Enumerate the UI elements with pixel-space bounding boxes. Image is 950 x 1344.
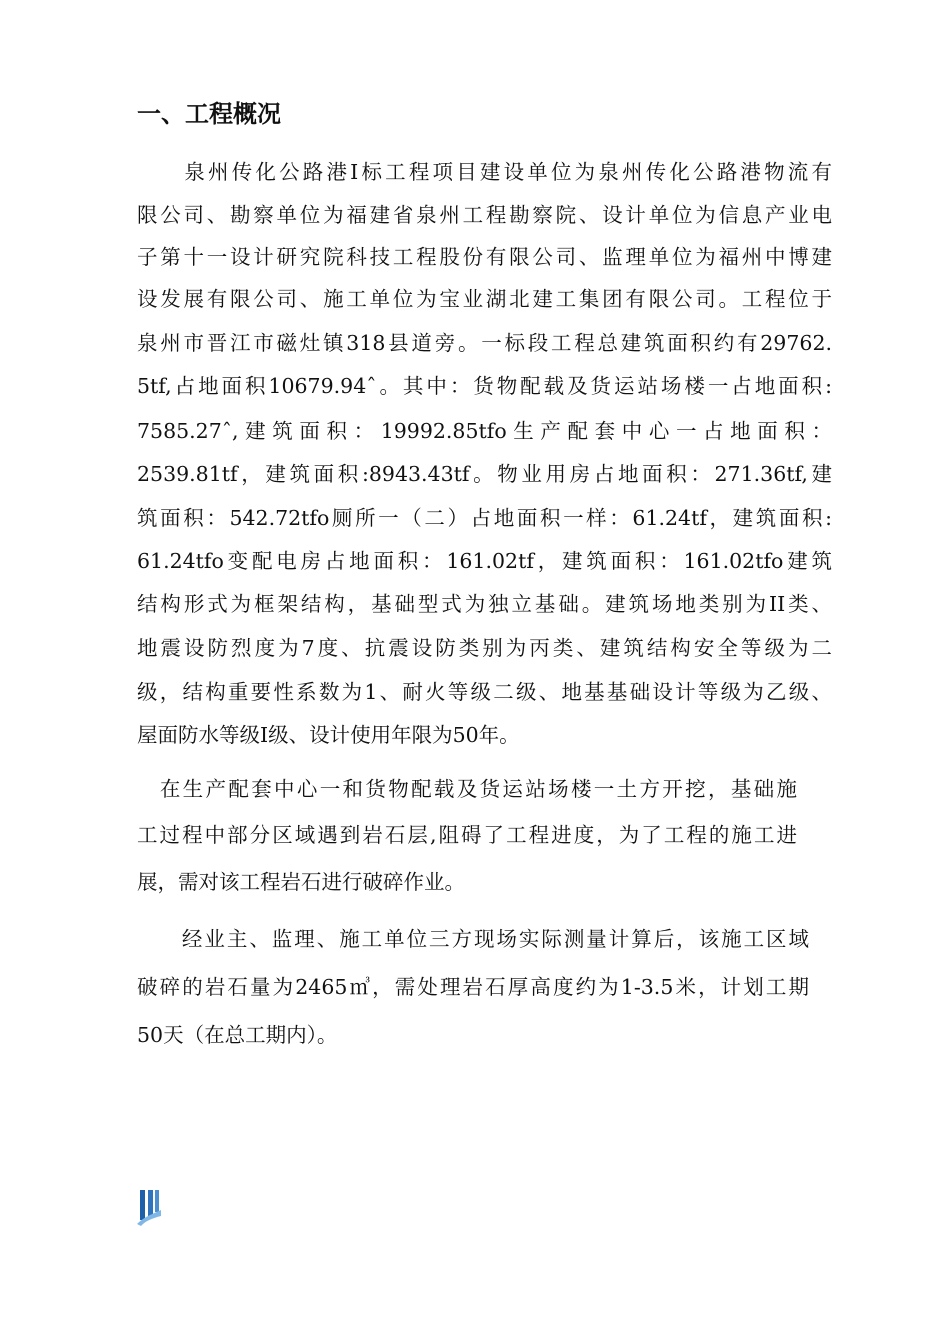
paragraph-line: 级，结构重要性系数为1、耐火等级二级、地基基础设计等级为乙级、: [137, 680, 832, 704]
paragraph-line: 设发展有限公司、施工单位为宝业湖北建工集团有限公司。工程位于: [137, 287, 832, 311]
paragraph-line: 7585.27ˆ,建筑面积：19992.85tfo生产配套中心一占地面积：: [137, 419, 832, 443]
paragraph-line: 工过程中部分区域遇到岩石层,阻碍了工程进度，为了工程的施工进: [137, 823, 797, 847]
paragraph-line: 61.24tfo变配电房占地面积：161.02tf，建筑面积：161.02tfo建筑: [137, 549, 832, 573]
paragraph-line: 2539.81tf，建筑面积:8943.43tf。物业用房占地面积：271.36tf,建: [137, 462, 832, 486]
paragraph-line: 经业主、监理、施工单位三方现场实际测量计算后，该施工区域: [137, 927, 809, 951]
paragraph-line: 地震设防烈度为7度、抗震设防类别为丙类、建筑结构安全等级为二: [137, 636, 832, 660]
company-logo-icon: [137, 1190, 161, 1226]
paragraph-line: 在生产配套中心一和货物配载及货运站场楼一土方开挖，基础施: [137, 777, 797, 801]
paragraph-line: 结构形式为框架结构，基础型式为独立基础。建筑场地类别为II类、: [137, 592, 832, 616]
paragraph-line: 筑面积：542.72tfo厕所一（二）占地面积一样：61.24tf，建筑面积:: [137, 506, 832, 530]
paragraph-line: 泉州市晋江市磁灶镇318县道旁。一标段工程总建筑面积约有29762.: [137, 331, 832, 355]
paragraph-line: 50天（在总工期内）。: [137, 1023, 338, 1047]
paragraph-line: 子第十一设计研究院科技工程股份有限公司、监理单位为福州中博建: [137, 245, 832, 269]
paragraph-line: 泉州传化公路港Ⅰ标工程项目建设单位为泉州传化公路港物流有: [137, 160, 832, 184]
paragraph-line: 限公司、勘察单位为福建省泉州工程勘察院、设计单位为信息产业电: [137, 203, 832, 227]
paragraph-line: 5tf,占地面积10679.94ˆ。其中：货物配载及货运站场楼一占地面积:: [137, 374, 832, 398]
section-heading: 一、工程概况: [137, 100, 281, 128]
paragraph-line: 展，需对该工程岩石进行破碎作业。: [137, 870, 465, 894]
paragraph-line: 破碎的岩石量为2465㎥，需处理岩石厚高度约为1-3.5米，计划工期: [137, 975, 809, 999]
paragraph-line: 屋面防水等级Ⅰ级、设计使用年限为50年。: [137, 723, 520, 747]
